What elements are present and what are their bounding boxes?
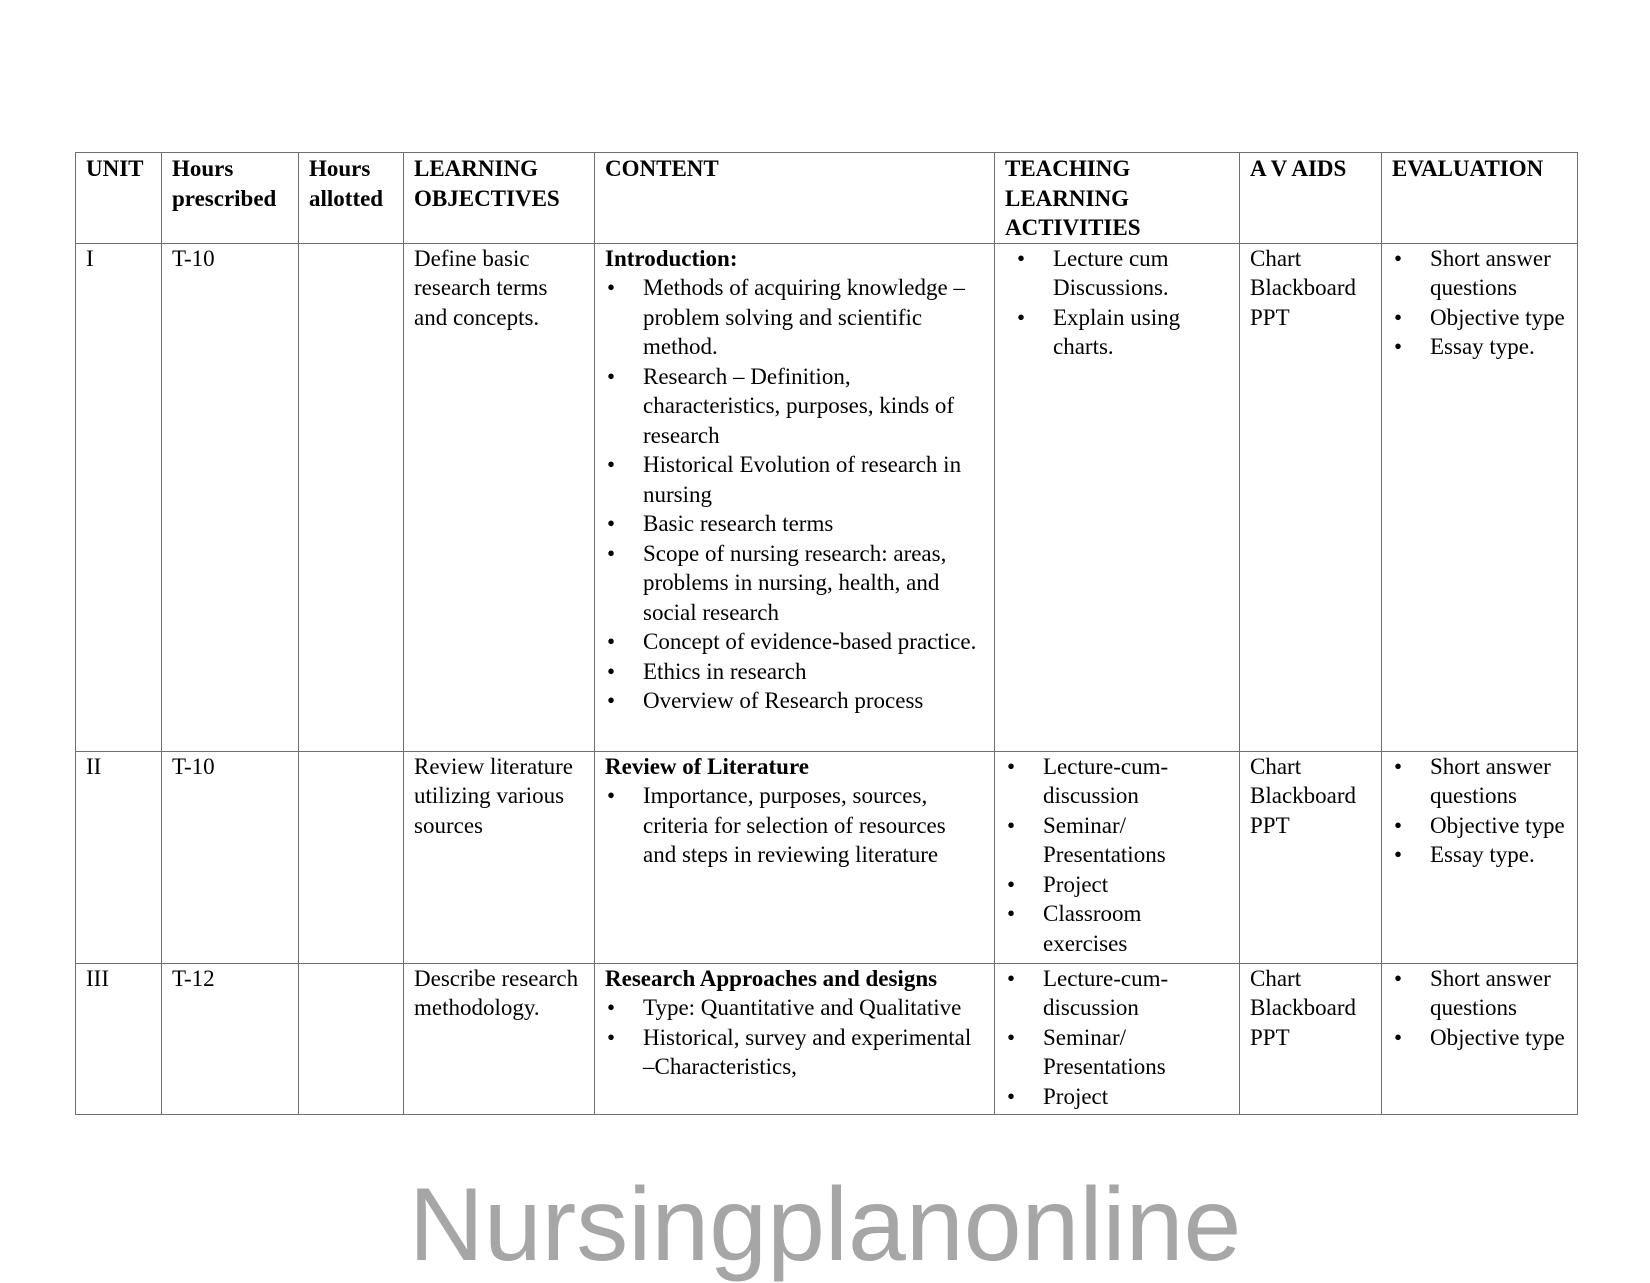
list-item: • Basic research terms <box>605 509 984 539</box>
unit-cell: II <box>76 751 162 963</box>
content-heading: Research Approaches and designs <box>605 965 938 991</box>
av-aid-item: Blackboard <box>1250 783 1357 808</box>
content-heading: Introduction: <box>605 245 738 271</box>
list-item: • Project <box>1005 1082 1229 1112</box>
list-item: • Objective type <box>1392 1023 1567 1053</box>
list-item: • Importance, purposes, sources, criteria for selection of resources and steps in reviewing literature <box>605 781 984 870</box>
header-hours-allotted: Hours allotted <box>299 153 404 244</box>
teaching-activities-cell <box>995 963 1240 1114</box>
list-item: • Ethics in research <box>605 657 984 687</box>
header-unit: UNIT <box>76 153 162 244</box>
av-aid-item: Chart <box>1250 245 1302 271</box>
evaluation-list <box>1392 964 1567 1053</box>
teaching-activities-cell <box>995 751 1240 963</box>
hours-allotted-cell <box>299 751 404 963</box>
list-item: • Seminar/ Presentations <box>1005 1023 1229 1082</box>
hours-allotted-cell <box>299 243 404 751</box>
av-aids-cell <box>1240 963 1382 1114</box>
content-list <box>605 273 984 716</box>
table-header-row <box>76 153 1578 244</box>
list-item: • Historical, survey and experimental –Characteristics, <box>605 1023 984 1082</box>
evaluation-list <box>1392 752 1567 870</box>
evaluation-list <box>1392 244 1567 362</box>
list-item: • Type: Quantitative and Qualitative <box>605 993 984 1023</box>
list-item: • Short answer questions <box>1392 964 1567 1023</box>
av-aid-item: Chart <box>1250 753 1302 779</box>
header-learning-objectives: LEARNING OBJECTIVES <box>404 153 595 244</box>
evaluation-cell <box>1382 751 1578 963</box>
unit-cell: III <box>76 963 162 1114</box>
list-item: • Explain using charts. <box>1005 303 1229 362</box>
header-teaching-learning-activities: TEACHING LEARNING ACTIVITIES <box>995 153 1240 244</box>
list-item: • Essay type. <box>1392 840 1567 870</box>
list-item: • Short answer questions <box>1392 752 1567 811</box>
table-row <box>76 751 1578 963</box>
av-aid-item: PPT <box>1250 304 1290 330</box>
list-item: • Lecture cum Discussions. <box>1005 244 1229 303</box>
teaching-activities-list <box>1005 244 1229 362</box>
av-aid-item: PPT <box>1250 1024 1290 1050</box>
table-row <box>76 963 1578 1114</box>
content-list <box>605 781 984 870</box>
lesson-plan-table <box>75 152 1578 1115</box>
learning-objectives-cell: Define basic research terms and concepts. <box>404 243 595 751</box>
list-item: • Concept of evidence-based practice. <box>605 627 984 657</box>
learning-objectives-cell: Describe research methodology. <box>404 963 595 1114</box>
table-row <box>76 243 1578 751</box>
list-item: • Overview of Research process <box>605 686 984 716</box>
list-item: • Lecture-cum-discussion <box>1005 964 1229 1023</box>
list-item: • Classroom exercises <box>1005 899 1229 958</box>
hours-prescribed-cell: T-10 <box>162 243 299 751</box>
av-aids-cell <box>1240 751 1382 963</box>
teaching-activities-list <box>1005 752 1229 959</box>
content-cell <box>595 243 995 751</box>
header-av-aids: A V AIDS <box>1240 153 1382 244</box>
hours-allotted-cell <box>299 963 404 1114</box>
unit-cell: I <box>76 243 162 751</box>
av-aid-item: Blackboard <box>1250 995 1357 1020</box>
hours-prescribed-cell: T-12 <box>162 963 299 1114</box>
teaching-activities-list <box>1005 964 1229 1112</box>
content-list <box>605 993 984 1082</box>
list-item: • Research – Definition, characteristics, purposes, kinds of research <box>605 362 984 451</box>
evaluation-cell <box>1382 243 1578 751</box>
header-hours-prescribed: Hours prescribed <box>162 153 299 244</box>
av-aid-item: PPT <box>1250 812 1290 838</box>
av-aid-item: Blackboard <box>1250 275 1357 300</box>
header-content: CONTENT <box>595 153 995 244</box>
list-item: • Scope of nursing research: areas, problems in nursing, health, and social research <box>605 539 984 628</box>
list-item: • Project <box>1005 870 1229 900</box>
list-item: • Seminar/ Presentations <box>1005 811 1229 870</box>
list-item: • Objective type <box>1392 303 1567 333</box>
list-item: • Historical Evolution of research in nursing <box>605 450 984 509</box>
learning-objectives-cell: Review literature utilizing various sources <box>404 751 595 963</box>
av-aids-cell <box>1240 243 1382 751</box>
teaching-activities-cell <box>995 243 1240 751</box>
hours-prescribed-cell: T-10 <box>162 751 299 963</box>
watermark-text: Nursingplanonline <box>408 1167 1242 1283</box>
list-item: • Short answer questions <box>1392 244 1567 303</box>
list-item: • Objective type <box>1392 811 1567 841</box>
list-item: • Methods of acquiring knowledge – problem solving and scientific method. <box>605 273 984 362</box>
header-evaluation: EVALUATION <box>1382 153 1578 244</box>
av-aid-item: Chart <box>1250 965 1302 991</box>
list-item: • Essay type. <box>1392 332 1567 362</box>
content-heading: Review of Literature <box>605 753 809 779</box>
content-cell <box>595 751 995 963</box>
content-cell <box>595 963 995 1114</box>
evaluation-cell <box>1382 963 1578 1114</box>
list-item: • Lecture-cum-discussion <box>1005 752 1229 811</box>
